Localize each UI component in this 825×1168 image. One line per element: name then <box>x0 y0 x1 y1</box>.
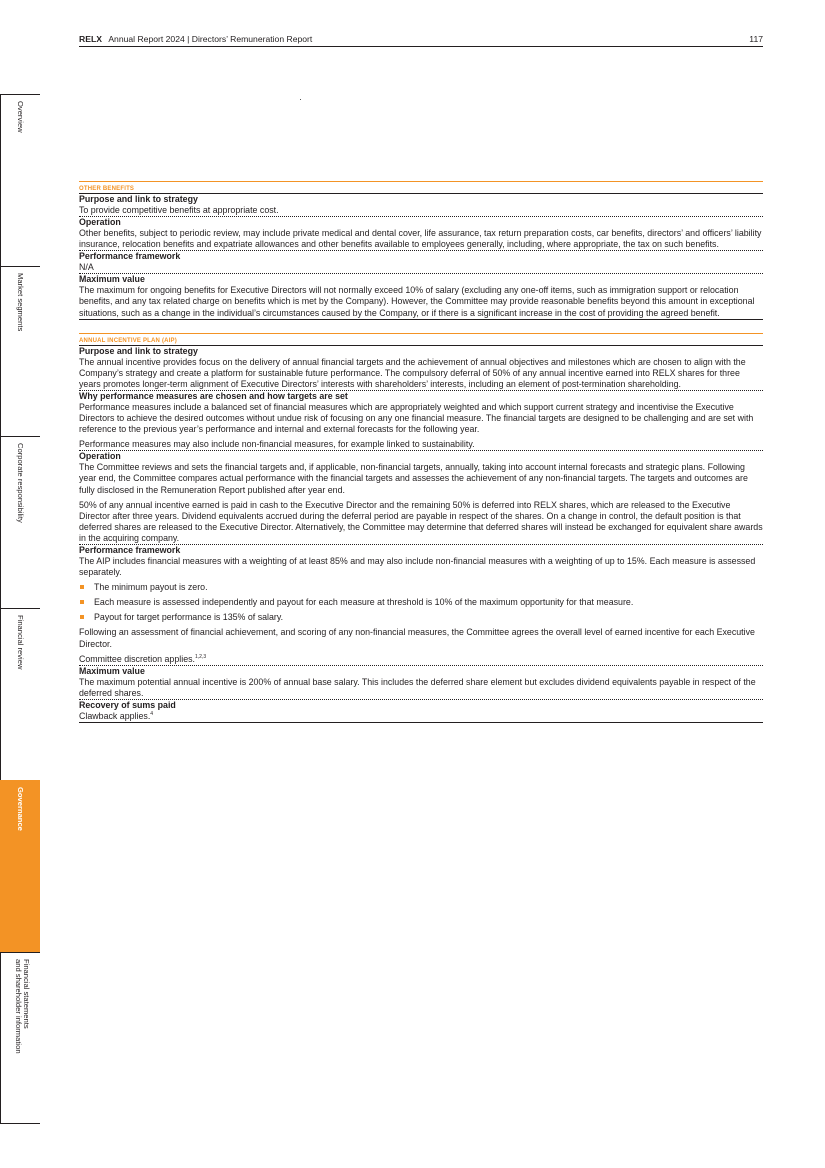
block-text: To provide competitive benefits at appropriate cost. <box>79 205 279 215</box>
block-heading: Maximum value <box>79 274 145 285</box>
section-title: ANNUAL INCENTIVE PLAN (AIP) <box>79 337 177 344</box>
block-heading: Why performance measures are chosen and how targets are set <box>79 390 348 401</box>
block-heading: Performance framework <box>79 544 181 555</box>
bullet-item: The minimum payout is zero. <box>79 582 763 593</box>
tab-financial-review[interactable] <box>0 608 40 780</box>
footnote-ref: 1,2,3 <box>195 653 207 660</box>
tab-market-segments[interactable] <box>0 266 40 436</box>
purpose-block <box>79 193 763 216</box>
block-text: The Committee reviews and sets the financial targets and, if applicable, non-financial targets, annually, taking into account internal forecasts and strategic plans. Following year end, the Committee compares actual performance with the financial targets and assesses the achievement of any non-financial targets. The targets and outcomes are fully disclosed in the Remuneration Report published after year end. <box>79 462 748 495</box>
tab-corporate-responsibility[interactable] <box>0 436 40 608</box>
brand-name: RELX <box>79 34 102 44</box>
footnote-ref: 4 <box>150 710 154 717</box>
maximum-block <box>79 665 763 699</box>
recovery-block <box>79 699 763 723</box>
bullet-item: Each measure is assessed independently and payout for each measure at threshold is 10% of the maximum opportunity for that measure. <box>79 597 763 608</box>
block-text: The AIP includes financial measures with a weighting of at least 85% and may also include non-financial measures with a weighting of up to 15%. Each measure is assessed separately. <box>79 555 756 578</box>
report-title: Annual Report 2024 | Directors’ Remuneration Report <box>108 34 313 44</box>
other-benefits-section <box>79 181 763 193</box>
performance-block <box>79 544 763 665</box>
tab-financial-statements[interactable] <box>0 952 40 1124</box>
operation-block <box>79 216 763 250</box>
aip-section <box>79 333 763 345</box>
tab-label: Governance <box>16 787 25 831</box>
block-heading: Recovery of sums paid <box>79 699 176 710</box>
main-content <box>79 181 763 723</box>
tab-label-line1: Financial statements <box>22 959 31 1029</box>
block-heading: Purpose and link to strategy <box>79 345 198 356</box>
block-heading: Performance framework <box>79 251 181 262</box>
block-text: Performance measures may also include non-financial measures, for example linked to sustainability. <box>79 439 475 450</box>
header-divider <box>79 46 763 47</box>
stray-mark <box>300 99 301 100</box>
operation-block <box>79 450 763 544</box>
block-text: The maximum potential annual incentive is 200% of annual base salary. This includes the deferred share element but excludes dividend equivalents payable in respect of the deferred shares. <box>79 676 756 698</box>
discretion-text: Committee discretion applies.$^{1,2,3}$ <box>79 653 207 664</box>
block-text: The annual incentive provides focus on the delivery of annual financial targets and the achievement of annual objectives and milestones which are chosen to align with the Company’s strategy and create a platform for sustainable future performance. The compulsory deferral of 50% of any annual incentive earned into RELX shares for three years promotes longer-term alignment of Executive Directors’ interests with shareholders’ interests, including an element of post-termination shareholding. <box>79 356 746 389</box>
performance-block <box>79 250 763 273</box>
tab-label: Overview <box>16 101 25 133</box>
block-heading: Operation <box>79 451 121 462</box>
block-text: Following an assessment of financial achievement, and scoring of any non-financial measures, the Committee agrees the overall level of earned incentive for each Executive Director. <box>79 627 755 649</box>
maximum-block <box>79 273 763 319</box>
tab-label: Financial review <box>16 615 25 670</box>
block-text: Other benefits, subject to periodic review, may include private medical and dental cover, life assurance, tax return preparation costs, car benefits, directors’ and officers’ liability insurance, relocation benefits and expatriate allowances and other benefits available to employees generally, including, where appropriate, the tax on such benefits. <box>79 228 762 250</box>
bullet-list <box>79 582 763 623</box>
tab-label: Corporate responsibility <box>16 443 25 523</box>
block-heading: Maximum value <box>79 665 145 676</box>
why-measures-block <box>79 390 763 450</box>
block-text: N/A <box>79 262 94 273</box>
block-text: 50% of any annual incentive earned is paid in cash to the Executive Director and the remaining 50% is deferred into RELX shares, which are released to the Executive Director after three years. Dividend equivalents accrued during the deferral period are payable in respect of the shares. On a change in control, the default position is that deferred shares are released to the Executive Director. Alternatively, the Committee may determine that deferred shares will instead be exchanged for equivalent share awards in the acquiring company. <box>79 499 763 543</box>
tab-label: Market segments <box>16 273 25 332</box>
tab-governance[interactable] <box>0 780 40 952</box>
section-title: OTHER BENEFITS <box>79 186 135 192</box>
page-number: 117 <box>749 34 763 44</box>
bullet-item: Payout for target performance is 135% of salary. <box>79 612 763 623</box>
tab-overview[interactable] <box>0 94 40 266</box>
block-text: Clawback applies.$^4$ <box>79 710 154 721</box>
tab-label-line2: and shareholder information <box>14 959 23 1054</box>
block-text: Performance measures include a balanced set of financial measures which are appropriately weighted and which support current strategy and incentivise the Executive Directors to achieve the desired outcomes without undue risk of focusing on any one financial measure. The financial targets are designed to be challenging and are set with reference to the previous year’s performance and internal and external forecasts for the following year. <box>79 401 754 435</box>
purpose-block <box>79 345 763 390</box>
block-heading: Purpose and link to strategy <box>79 194 198 204</box>
block-text: The maximum for ongoing benefits for Executive Directors will not normally exceed 10% of salary (excluding any one-off items, such as immigration support or relocation benefits, and any tax related charge on benefits which is met by the Company). However, the Committee may provide reasonable benefits beyond this amount in exceptional situations, such as a change in the individual’s circumstances caused by the Company, or if there is a significant increase in the cost of providing the agreed benefit. <box>79 285 755 318</box>
block-heading: Operation <box>79 217 121 228</box>
